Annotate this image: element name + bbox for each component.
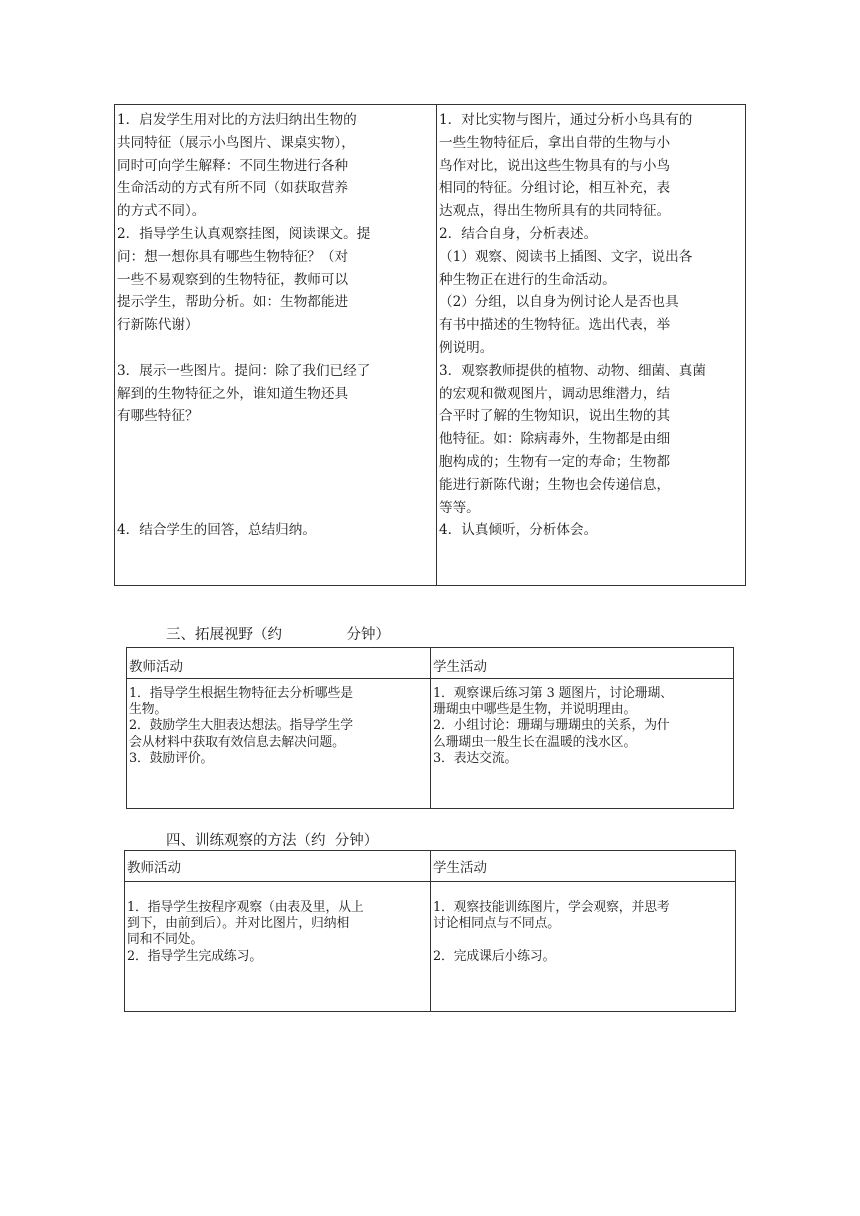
teacher-activity-header: 教师活动 — [127, 860, 181, 876]
text-line: 2．小组讨论：珊瑚与珊瑚虫的关系，为什 — [433, 718, 670, 734]
text-line: 同时可向学生解释：不同生物进行各种 — [117, 157, 349, 174]
text-line: 能进行新陈代谢；生物也会传递信息， — [439, 476, 671, 493]
text-line: 4．结合学生的回答，总结归纳。 — [117, 522, 316, 539]
student-activity-cell — [433, 686, 673, 767]
text-line: 同和不同处。 — [127, 932, 204, 948]
student-activity-cell — [439, 109, 706, 542]
column-divider — [436, 105, 437, 585]
text-line: 到下，由前到后）。并对比图片，归纳相 — [127, 916, 350, 932]
text-line: 2．指导学生认真观察挂图，阅读课文。提 — [117, 225, 371, 242]
text-line: 他特征。如：除病毒外，生物都是由细 — [439, 431, 671, 448]
text-line: 有哪些特征？ — [117, 408, 199, 425]
text-line: 有书中描述的生物特征。选出代表，举 — [439, 317, 671, 334]
text-line: 4．认真倾听，分析体会。 — [439, 522, 598, 539]
text-line: 1．对比实物与图片，通过分析小鸟具有的 — [439, 112, 693, 128]
text-line: 行新陈代谢） — [117, 317, 199, 334]
text-line: 么珊瑚虫一般生长在温暖的浅水区。 — [433, 734, 637, 750]
column-divider — [430, 851, 431, 1011]
text-line: 1．启发学生用对比的方法归纳出生物的 — [117, 112, 357, 128]
text-line — [117, 428, 370, 451]
text-line: 3．观察教师提供的植物、动物、细菌、真菌 — [439, 362, 706, 379]
text-line: 2．结合自身，分析表述。 — [439, 225, 598, 242]
text-line: 1．观察技能训练图片，学会观察，并思考 — [433, 900, 670, 915]
student-activity-header: 学生活动 — [433, 659, 487, 675]
text-line: 会从材料中获取有效信息去解决问题。 — [129, 734, 345, 750]
text-line — [117, 451, 370, 474]
column-divider — [430, 648, 431, 808]
text-line — [117, 474, 370, 497]
text-line: 生命活动的方式有所不同（如获取营养 — [117, 180, 349, 197]
text-line: 种生物正在进行的生命活动。 — [439, 271, 616, 288]
text-line: 一些不易观察到的生物特征，教师可以 — [117, 271, 349, 288]
text-line: 鸟作对比，说出这些生物具有的与小鸟 — [439, 157, 671, 174]
text-line — [117, 337, 370, 360]
section-3-heading: 三、拓展视野（约 分钟） — [166, 627, 391, 643]
teacher-activity-cell — [117, 109, 370, 542]
section-4-heading: 四、训练观察的方法（约 分钟） — [166, 833, 379, 849]
text-line: 胞构成的；生物有一定的寿命；生物都 — [439, 453, 671, 470]
text-line: 1．指导学生按程序观察（由表及里，从上 — [127, 900, 364, 915]
text-line: 问：想一想你具有哪些生物特征？（对 — [117, 248, 349, 265]
activity-table-1 — [114, 104, 746, 586]
text-line: 1．观察课后练习第 3 题图片，讨论珊瑚、 — [433, 686, 673, 701]
text-line: 解到的生物特征之外，谁知道生物还具 — [117, 385, 349, 402]
text-line: 3．表达交流。 — [433, 750, 518, 766]
teacher-activity-header: 教师活动 — [129, 659, 183, 675]
text-line: 珊瑚虫中哪些是生物，并说明理由。 — [433, 702, 637, 718]
text-line: 2．鼓励学生大胆表达想法。指导学生学 — [129, 718, 353, 734]
text-line: 一些生物特征后，拿出自带的生物与小 — [439, 134, 671, 151]
text-line: 例说明。 — [439, 339, 494, 356]
text-line: （2）分组，以自身为例讨论人是否也具 — [439, 294, 679, 311]
text-line — [433, 932, 670, 948]
text-line: 3．鼓励评价。 — [129, 750, 214, 766]
text-line: 1．指导学生根据生物特征去分析哪些是 — [129, 686, 353, 701]
text-line: 共同特征（展示小鸟图片、课桌实物）， — [117, 134, 355, 151]
activity-table-3 — [124, 850, 736, 1012]
text-line: 的宏观和微观图片，调动思维潜力，结 — [439, 385, 671, 402]
text-line: （1）观察、阅读书上插图、文字，说出各 — [439, 248, 693, 265]
teacher-activity-cell — [127, 900, 364, 965]
text-line: 讨论相同点与不同点。 — [433, 916, 560, 932]
teacher-activity-cell — [129, 686, 353, 767]
student-activity-header: 学生活动 — [433, 860, 487, 876]
text-line — [117, 497, 370, 520]
text-line: 等等。 — [439, 499, 480, 516]
text-line: 2．指导学生完成练习。 — [127, 948, 263, 964]
header-divider — [127, 678, 733, 679]
text-line: 的方式不同）。 — [117, 203, 206, 220]
text-line: 达观点，得出生物所具有的共同特征。 — [439, 203, 671, 220]
text-line: 3．展示一些图片。提问：除了我们已经了 — [117, 362, 371, 379]
header-divider — [125, 881, 735, 882]
student-activity-cell — [433, 900, 670, 965]
activity-table-2 — [126, 647, 734, 809]
text-line: 合平时了解的生物知识，说出生物的其 — [439, 408, 671, 425]
text-line: 生物。 — [129, 702, 168, 718]
text-line: 相同的特征。分组讨论，相互补充，表 — [439, 180, 671, 197]
text-line: 2．完成课后小练习。 — [433, 948, 556, 964]
text-line: 提示学生，帮助分析。如：生物都能进 — [117, 294, 349, 311]
